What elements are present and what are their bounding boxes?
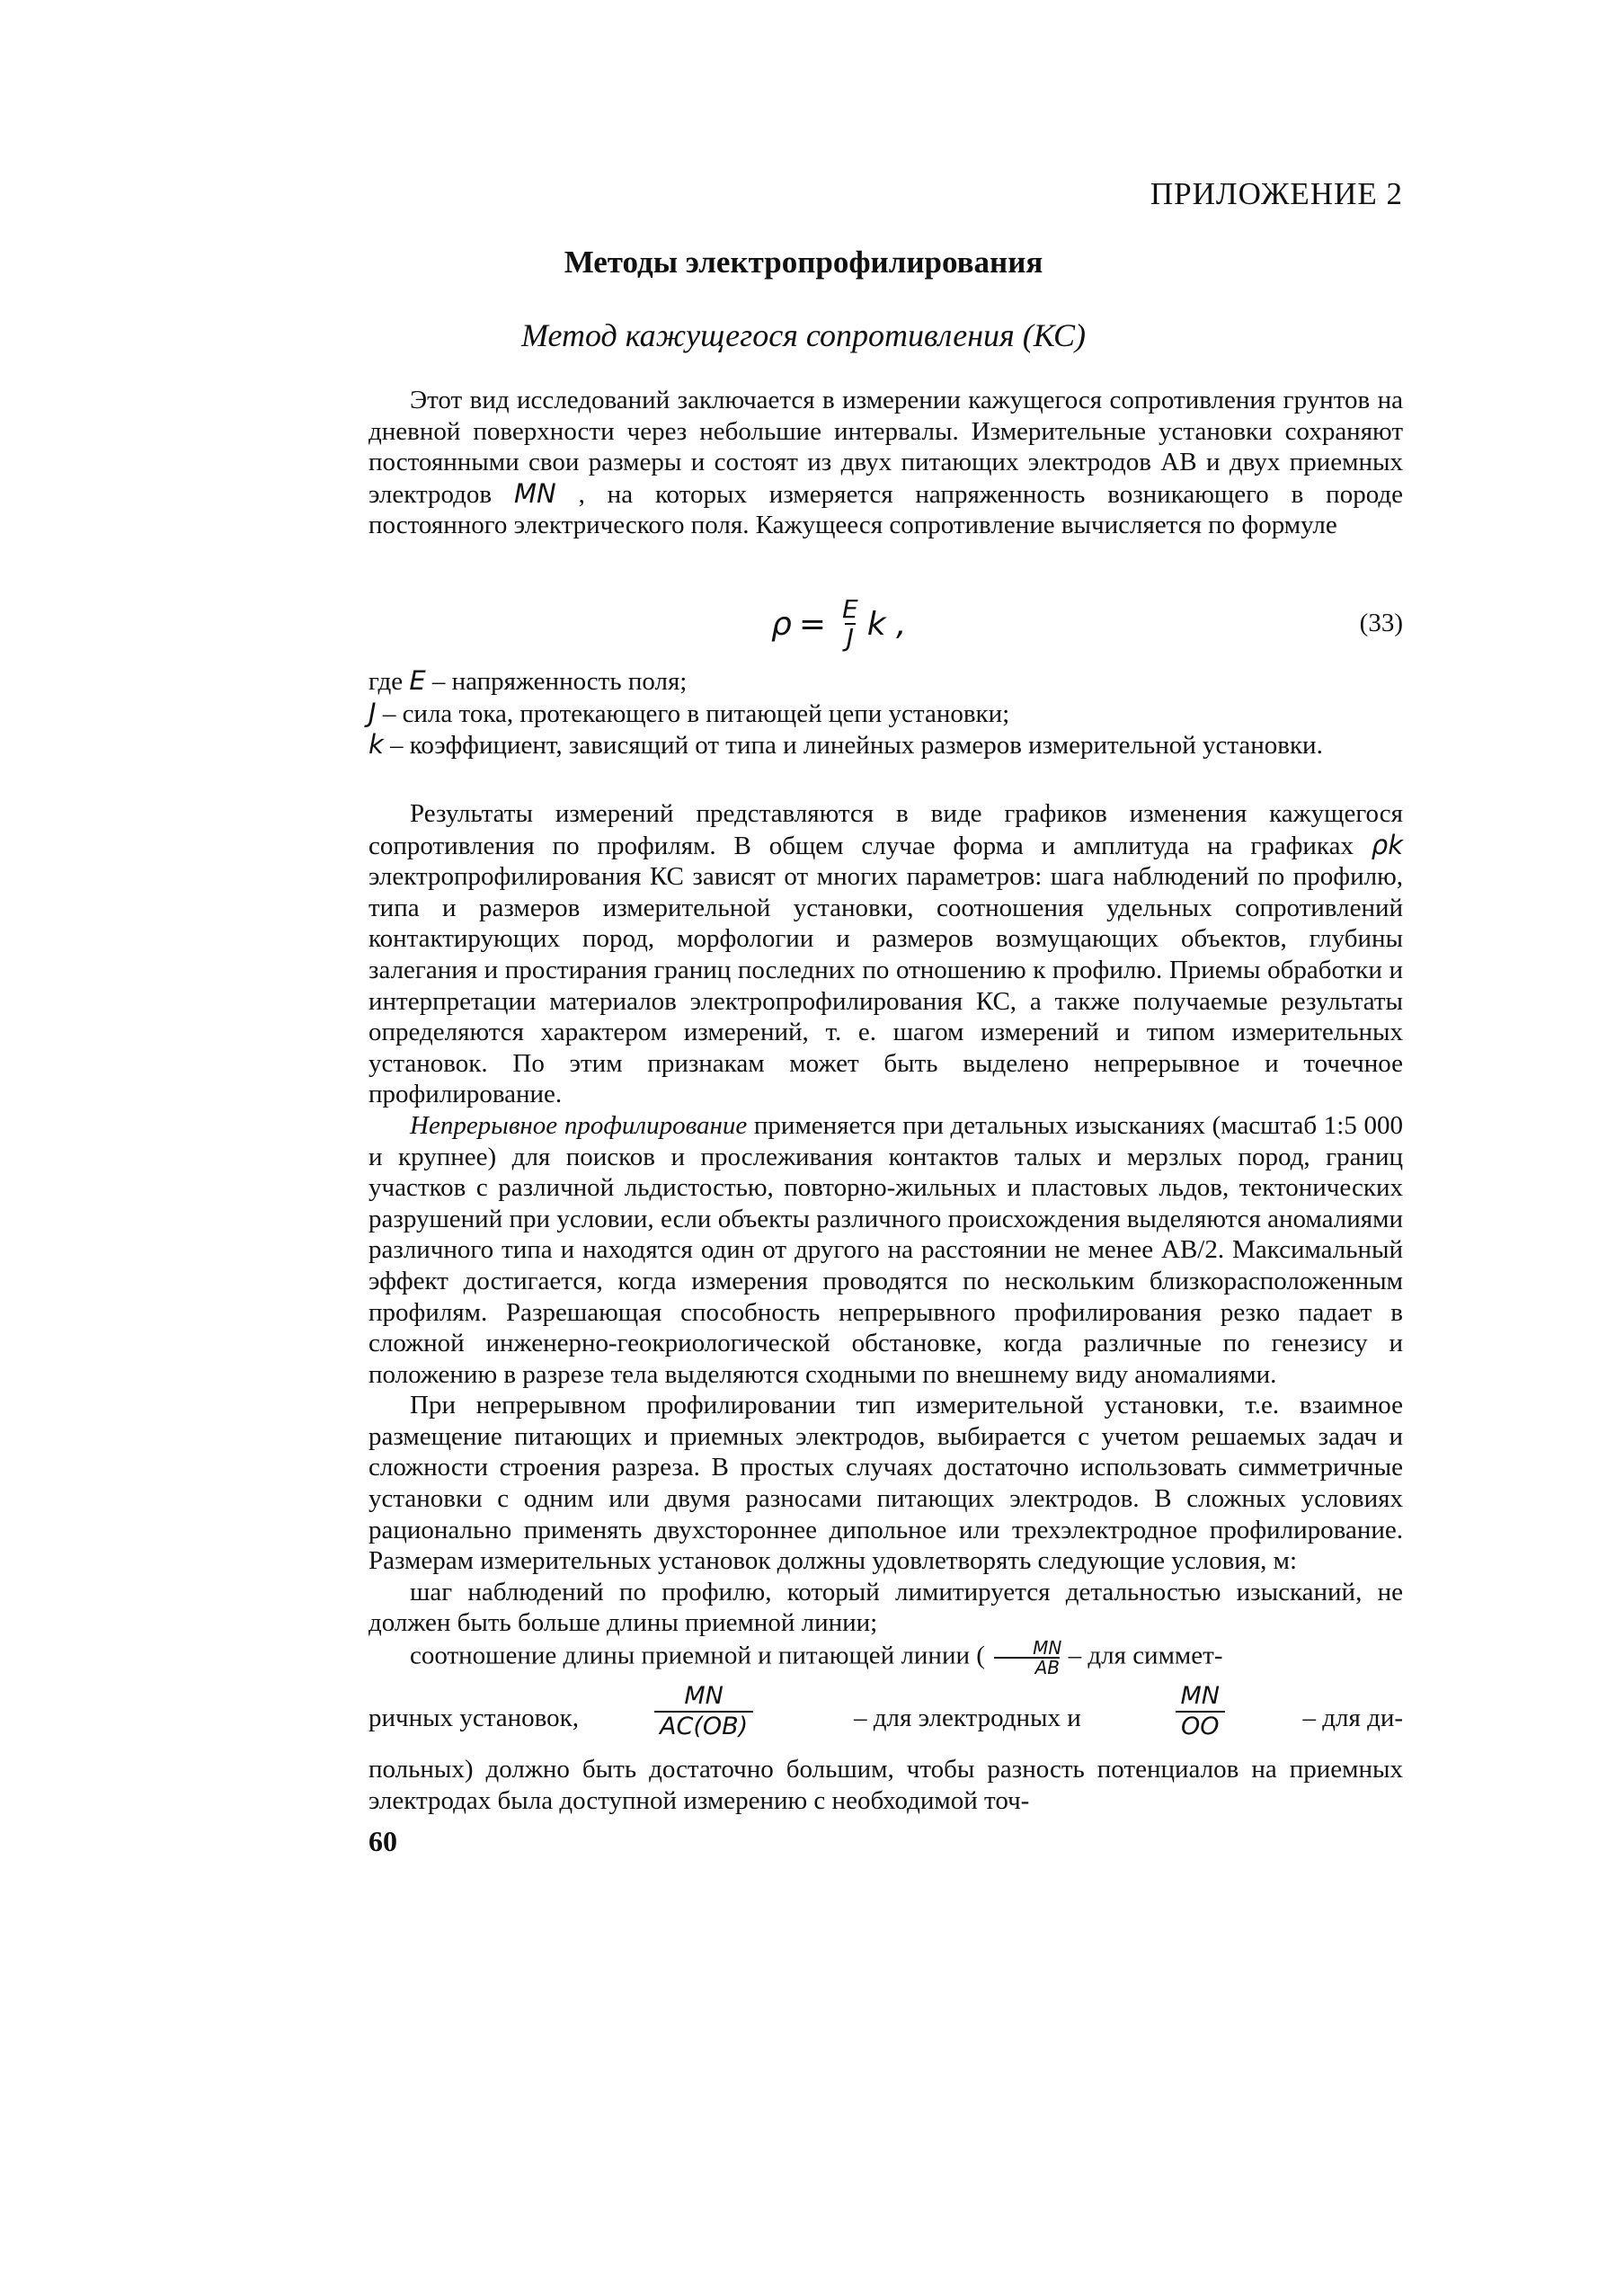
fraction-denominator: AB xyxy=(994,1657,1060,1677)
definition-j xyxy=(368,698,1403,730)
where-label: где xyxy=(368,667,410,696)
k-symbol: k xyxy=(368,729,384,761)
j-symbol: J xyxy=(368,697,377,728)
rho-symbol: ρ xyxy=(771,605,792,643)
fraction-denominator: J xyxy=(846,623,855,653)
fraction-numerator: MN xyxy=(684,1682,724,1710)
equation-number: (33) xyxy=(1359,609,1403,637)
e-over-j-fraction xyxy=(842,596,858,652)
page-number: 60 xyxy=(368,1825,397,1857)
continuous-paragraph xyxy=(368,1110,1403,1390)
fraction-numerator: E xyxy=(842,594,858,624)
fraction-numerator: MN xyxy=(1033,1637,1062,1660)
ending-paragraph: польных) должно быть достаточно большим, чтобы разность потенциалов на приемных электродах была доступной измерению с необходимой точ- xyxy=(368,1755,1403,1815)
formula-33 xyxy=(368,589,1403,661)
ratio-text-5: – для ди- xyxy=(1302,1704,1403,1732)
ratio-text-2: – для симмет- xyxy=(1061,1641,1223,1670)
definition-e xyxy=(368,665,1403,698)
intro-text-2: , на которых измеряется напряженность возникающего в породе постоянного электрического поля. Кажущееся сопротивление вычисляется по формуле xyxy=(368,479,1403,540)
definitions-list xyxy=(368,665,1403,761)
k-coefficient: k , xyxy=(866,605,907,643)
k-definition: – коэффициент, зависящий от типа и линейных размеров измерительной установки. xyxy=(383,731,1323,761)
intro-block xyxy=(368,385,1403,541)
intro-text-1: Этот вид исследований заключается в измерении кажущегося сопротивления грунтов на дневной поверхности через небольшие интервалы. Измерительные установки сохраняют постоянными свои размеры и состоят из двух питающих электродов АВ и двух приемных электродов xyxy=(368,386,1403,509)
mn-acob-fraction xyxy=(654,1682,753,1741)
ratio-text-3: ричных установок, xyxy=(368,1704,579,1732)
fraction-numerator: MN xyxy=(1180,1682,1220,1710)
continuous-text: применяется при детальных изысканиях (масштаб 1:5 000 и крупнее) для поисков и прослеживания контактов талых и мерзлых пород, границ участков с различной льдистостью, повторно-жильных и пластовых льдов, тектонических разрушений при условии, если объекты различного происхождения выделяются аномалиями различного типа и находятся один от другого на расстоянии не менее АВ/2. Максимальный эффект достигается, когда измерения проводятся по нескольким близкорасположенным профилям. Разрешающая способность непрерывного профилирования резко падает в сложной инженерно-геокриологической обстановке, когда различные по генезису и положению в разрезе тела выделяются сходными по внешнему виду аномалиями. xyxy=(368,1110,1404,1389)
ratio-paragraph xyxy=(368,1639,1403,1677)
ending-block xyxy=(368,1754,1403,1816)
equals-sign: = xyxy=(798,605,827,643)
step-paragraph: шаг наблюдений по профилю, который лимитируется детальностью изысканий, не должен быть больше длины приемной линии; xyxy=(368,1577,1403,1638)
e-definition: – напряженность поля; xyxy=(425,667,688,696)
body-block xyxy=(368,798,1403,1677)
fraction-denominator: OO xyxy=(1176,1711,1225,1741)
fraction-denominator: AC(OB) xyxy=(654,1711,753,1741)
continuous-term: Непрерывное профилирование xyxy=(410,1110,748,1140)
mn-oo-fraction xyxy=(1176,1682,1225,1741)
definition-k xyxy=(368,729,1403,761)
page-title: Методы электропрофилирования xyxy=(564,245,1043,280)
intro-paragraph xyxy=(368,385,1403,541)
resistivity-formula xyxy=(771,596,906,652)
fraction-row xyxy=(368,1682,1403,1754)
mn-symbol: MN xyxy=(513,477,556,509)
appendix-label: ПРИЛОЖЕНИЕ 2 xyxy=(1150,176,1403,211)
setup-paragraph: При непрерывном профилировании тип измерительной установки, т.е. взаимное размещение питающих и приемных электродов, выбирается с учетом решаемых задач и сложности строения разреза. В простых случаях достаточно использовать симметричные установки с одним или двумя разносами питающих электродов. В сложных условиях рационально применять двухстороннее дипольное или трехэлектродное профилирование. Размерам измерительных установок должны удовлетворять следующие условия, м: xyxy=(368,1391,1403,1576)
ratio-text-4: – для электродных и xyxy=(854,1704,1081,1732)
results-text-1: Результаты измерений представляются в виде графиков изменения кажущегося сопротивления по профилям. В общем случае форма и амплитуда на графиках xyxy=(368,799,1403,860)
rho-k-symbol: ρk xyxy=(1371,829,1403,860)
ratio-text-1: соотношение длины приемной и питающей линии ( xyxy=(410,1641,992,1670)
section-subtitle: Метод кажущегося сопротивления (КС) xyxy=(520,317,1086,353)
mn-ab-fraction xyxy=(991,1639,1061,1677)
e-symbol: E xyxy=(409,665,426,696)
results-text-2: электропрофилирования КС зависят от многих параметров: шага наблюдений по профилю, типа и размеров измерительной установки, соотношения удельных сопротивлений контактирующих пород, морфологии и размеров возмущающих объектов, глубины залегания и простирания границ последних по отношению к профилю. Приемы обработки и интерпретации материалов электропрофилирования КС, а также получаемые результаты определяются характером измерений, т. е. шагом измерений и типом измерительных установок. По этим признакам может быть выделено непрерывное и точечное профилирование. xyxy=(368,862,1403,1109)
j-definition: – сила тока, протекающего в питающей цепи установки; xyxy=(376,699,1010,728)
results-paragraph xyxy=(368,798,1403,1110)
